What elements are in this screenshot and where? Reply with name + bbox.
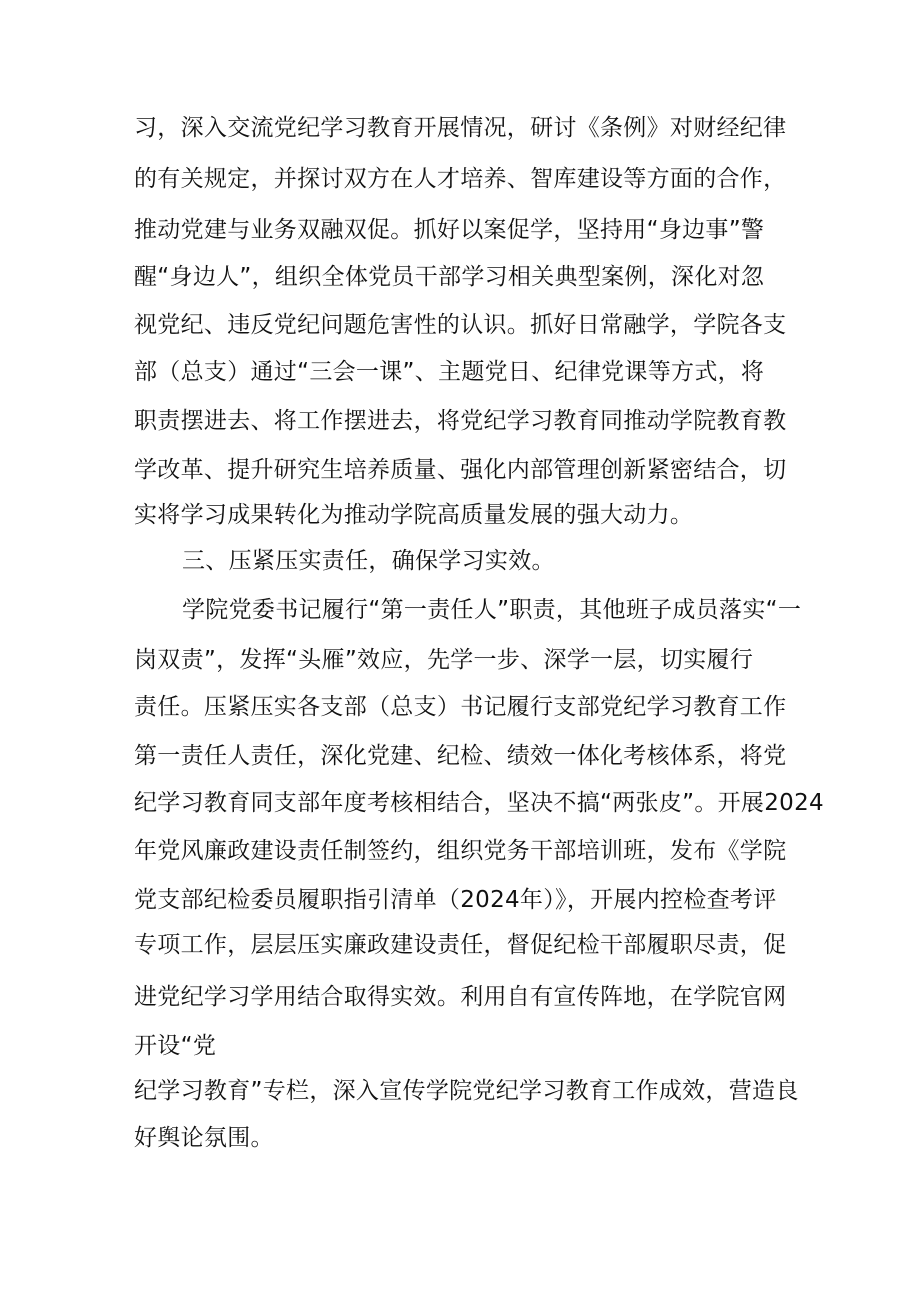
- text-line: 实将学习成果转化为推动学院高质量发展的强大动力。: [134, 502, 694, 528]
- text-line: 纪学习教育”专栏，深入宣传学院党纪学习教育工作成效，营造良: [134, 1078, 799, 1104]
- text-line: 推动党建与业务双融双促。抓好以案促学，坚持用“身边事”警: [134, 217, 765, 243]
- text-line: 学院党委书记履行“第一责任人”职责，其他班子成员落实“一: [182, 597, 802, 623]
- text-line: 年党风廉政建设责任制签约，组织党务干部培训班，发布《学院: [134, 838, 787, 864]
- text-line: 好舆论氛围。: [134, 1125, 274, 1151]
- text-line: 学改革、提升研究生培养质量、强化内部管理创新紧密结合，切: [134, 457, 787, 483]
- text-line: 醒“身边人”，组织全体党员干部学习相关典型案例，深化对忽: [134, 264, 765, 290]
- text-line: 专项工作，层层压实廉政建设责任，督促纪检干部履职尽责，促: [134, 932, 787, 958]
- text-line: 纪学习教育同支部年度考核相结合，坚决不搞“两张皮”。开展2024: [134, 790, 824, 816]
- text-line: 开设“党: [134, 1033, 217, 1059]
- section-heading: 三、压紧压实责任，确保学习实效。: [182, 548, 555, 574]
- text-line: 第一责任人责任，深化党建、纪检、绩效一体化考核体系，将党: [134, 743, 787, 769]
- text-line: 职责摆进去、将工作摆进去，将党纪学习教育同推动学院教育教: [134, 408, 787, 434]
- text-line: 习，深入交流党纪学习教育开展情况，研讨《条例》对财经纪律: [134, 115, 787, 141]
- text-line: 的有关规定，并探讨双方在人才培养、智库建设等方面的合作，: [134, 166, 787, 192]
- text-line: 岗双责”，发挥“头雁”效应，先学一步、深学一层，切实履行: [134, 647, 754, 673]
- text-line: 党支部纪检委员履职指引清单（2024年）》，开展内控检查考评: [134, 887, 777, 913]
- text-line: 进党纪学习学用结合取得实效。利用自有宣传阵地，在学院官网: [134, 984, 787, 1010]
- text-line: 责任。压紧压实各支部（总支）书记履行支部党纪学习教育工作: [134, 694, 787, 720]
- text-line: 视党纪、违反党纪问题危害性的认识。抓好日常融学，学院各支: [134, 312, 787, 338]
- text-line: 部（总支）通过“三会一课”、主题党日、纪律党课等方式，将: [134, 359, 765, 385]
